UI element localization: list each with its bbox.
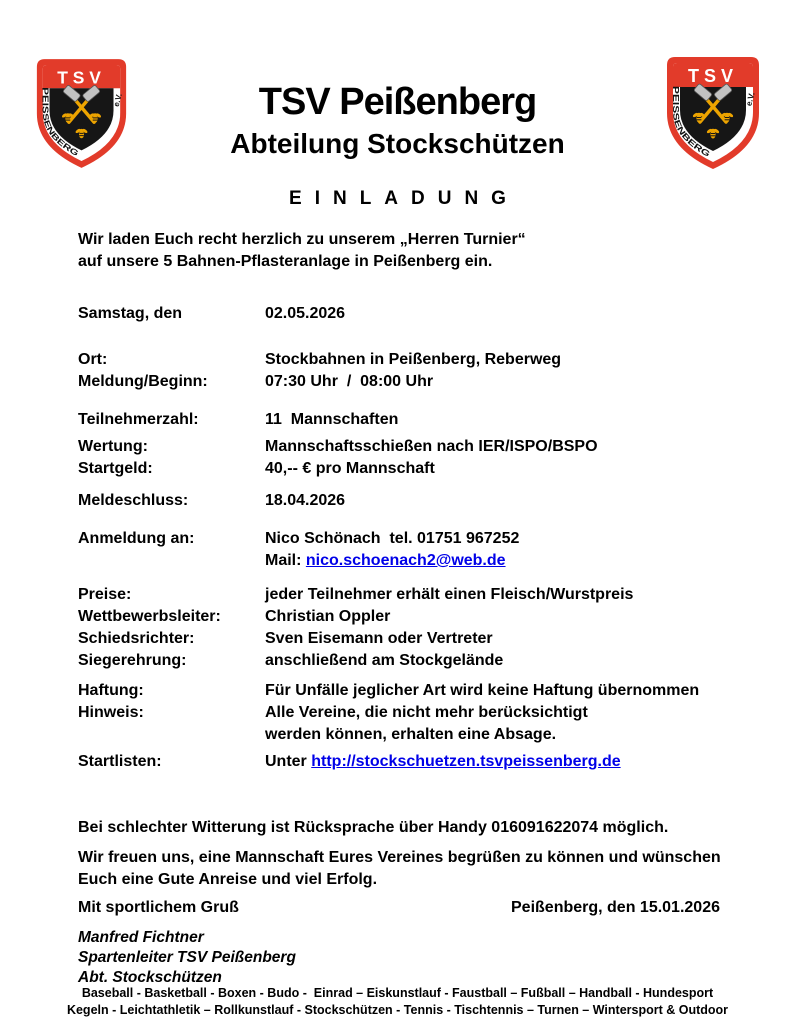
detail-label: Schiedsrichter:: [78, 630, 195, 647]
farewell-line-1: Wir freuen uns, eine Mannschaft Eures Vereines begrüßen zu können und wünschen: [78, 849, 721, 866]
mail-line: [265, 550, 506, 572]
logo-ev-text: e.V.: [744, 91, 757, 107]
farewell-paragraph: [78, 847, 720, 891]
detail-row-haftung: [78, 680, 720, 702]
logo-ring-text: PEISSENBERG: [40, 87, 78, 157]
detail-value: 40,-- € pro Mannschaft: [265, 460, 435, 477]
invitation-heading: EINLADUNG: [289, 188, 519, 209]
spacer-label: [78, 550, 265, 572]
detail-label: Samstag, den: [78, 305, 183, 322]
detail-label: Startgeld:: [78, 460, 153, 477]
detail-row-schiedsrichter: [78, 628, 720, 650]
logo-ring-text: PEISSENBERG: [670, 86, 710, 158]
logo-ev-text: e.V.: [111, 92, 124, 108]
page-title: TSV Peißenberg: [258, 81, 537, 123]
detail-label: Wertung:: [78, 438, 148, 455]
detail-group-haftung: [78, 680, 720, 746]
intro-paragraph: [78, 229, 720, 273]
detail-row-siegerehrung: [78, 650, 720, 672]
detail-group-location: [78, 349, 720, 393]
detail-row-date: [78, 303, 720, 325]
detail-value: Mannschaftsschießen nach IER/ISPO/BSPO: [265, 438, 598, 455]
detail-label: Siegerehrung:: [78, 652, 187, 669]
detail-label: Meldeschluss:: [78, 492, 189, 509]
detail-row-startlisten: [78, 751, 720, 773]
detail-row-hinweis: [78, 702, 720, 724]
footer-line-2: Kegeln - Leichtathletik – Rollkunstlauf - Stockschützen - Tennis - Tischtennis – Turnen – Wintersport & Outdoor: [66, 1003, 729, 1017]
detail-row-teilnehmerzahl: [78, 409, 720, 431]
detail-value: Stockbahnen in Peißenberg, Reberweg: [265, 351, 562, 368]
detail-value: Alle Vereine, die nicht mehr berücksichtigt: [265, 704, 588, 721]
detail-row-wertung: [78, 436, 720, 458]
startlists-link[interactable]: http://stockschuetzen.tsvpeissenberg.de: [311, 753, 621, 770]
detail-row-meldung: [78, 371, 720, 393]
detail-value: 11 Mannschaften: [265, 411, 399, 428]
detail-label: Anmeldung an:: [78, 530, 195, 547]
detail-row-mail: [78, 550, 720, 572]
signature-name: Manfred Fichtner: [78, 929, 204, 946]
weather-note-text: Bei schlechter Witterung ist Rücksprache über Handy 016091622074 möglich.: [78, 819, 669, 836]
intro-line-2: auf unsere 5 Bahnen-Pflasteranlage in Peißenberg ein.: [78, 253, 493, 270]
detail-value: 18.04.2026: [265, 492, 346, 509]
detail-label: Hinweis:: [78, 704, 144, 721]
detail-row-hinweis-cont: [78, 724, 720, 746]
greeting-text: Mit sportlichem Gruß: [78, 899, 239, 916]
detail-value: jeder Teilnehmer erhält einen Fleisch/Wurstpreis: [265, 586, 634, 603]
spacer-label: [78, 724, 265, 746]
startlisten-line: [265, 751, 621, 773]
logo-tsv-text: TSV: [57, 67, 106, 88]
detail-label: Ort:: [78, 351, 108, 368]
detail-row-meldeschluss: [78, 490, 720, 512]
detail-row-preise: [78, 584, 720, 606]
startlisten-prefix: Unter: [265, 753, 312, 770]
detail-label: Haftung:: [78, 682, 144, 699]
detail-value: 07:30 Uhr / 08:00 Uhr: [265, 373, 434, 390]
greeting-row: [78, 897, 720, 919]
detail-value: Für Unfälle jeglicher Art wird keine Haftung übernommen: [265, 682, 700, 699]
mail-prefix: Mail:: [265, 552, 306, 569]
detail-label: Preise:: [78, 586, 132, 603]
detail-label: Teilnehmerzahl:: [78, 411, 199, 428]
farewell-line-2: Euch eine Gute Anreise und viel Erfolg.: [78, 871, 378, 888]
detail-label: Meldung/Beginn:: [78, 373, 208, 390]
signature-role: Spartenleiter TSV Peißenberg: [78, 949, 296, 966]
detail-value: anschließend am Stockgelände: [265, 652, 504, 669]
detail-group-anmeldung: [78, 528, 720, 572]
detail-value: Sven Eisemann oder Vertreter: [265, 630, 493, 647]
place-date: Peißenberg, den 15.01.2026: [511, 899, 720, 916]
signature-dept: Abt. Stockschützen: [78, 969, 222, 986]
logo-tsv-text: TSV: [687, 66, 739, 86]
detail-value: Nico Schönach tel. 01751 967252: [265, 530, 520, 547]
detail-group-organisation: [78, 584, 720, 672]
page-subtitle: Abteilung Stockschützen: [230, 128, 565, 159]
detail-value: Christian Oppler: [265, 608, 391, 625]
email-link[interactable]: nico.schoenach2@web.de: [305, 552, 506, 569]
detail-row-anmeldung: [78, 528, 720, 550]
intro-line-1: Wir laden Euch recht herzlich zu unserem „Herren Turnier“: [78, 231, 526, 248]
detail-value: werden können, erhalten eine Absage.: [265, 726, 557, 743]
detail-group-wertung: [78, 436, 720, 480]
club-sports-footer: [0, 985, 795, 1019]
signature-block: [78, 928, 720, 988]
detail-row-wettbewerbsleiter: [78, 606, 720, 628]
detail-value: 02.05.2026: [265, 305, 346, 322]
detail-row-startgeld: [78, 458, 720, 480]
detail-label: Startlisten:: [78, 753, 162, 770]
detail-row-ort: [78, 349, 720, 371]
footer-line-1: Baseball - Basketball - Boxen - Budo - Einrad – Eiskunstlauf - Faustball – Fußball – Handball - Hundesport: [81, 986, 714, 1000]
letter-body: [78, 229, 720, 988]
weather-note: [78, 817, 720, 839]
detail-label: Wettbewerbsleiter:: [78, 608, 221, 625]
